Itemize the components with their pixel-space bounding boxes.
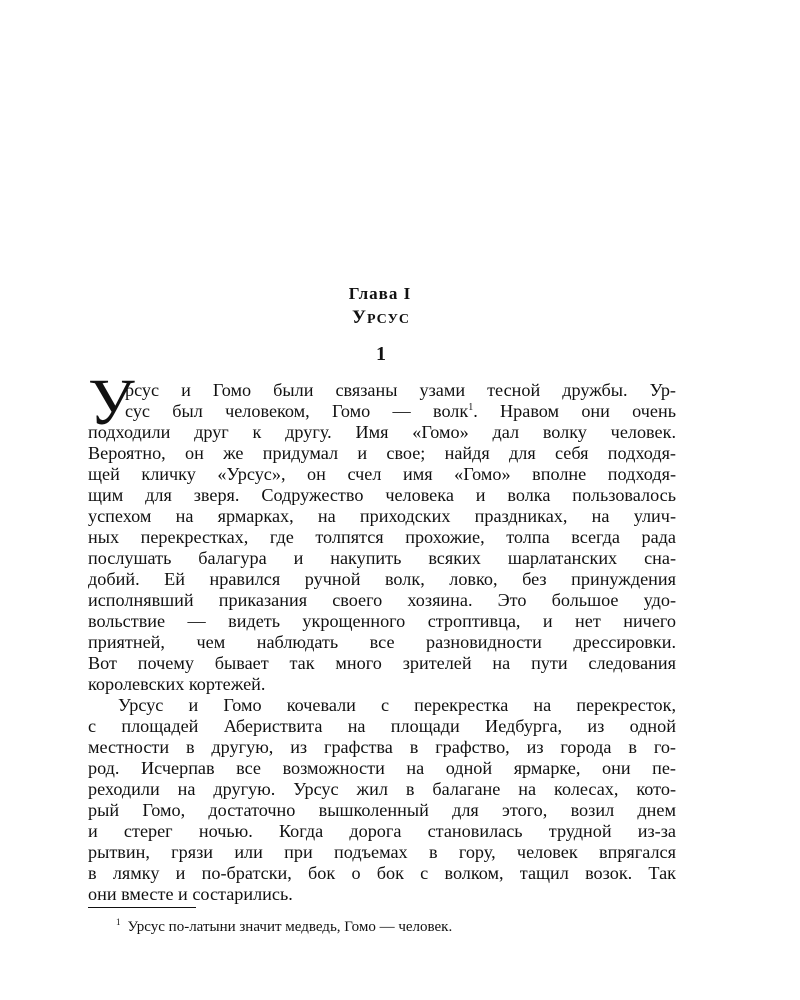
footnote-mark: 1 [116, 917, 121, 927]
chapter-title [0, 307, 762, 329]
drop-cap: У [88, 366, 135, 439]
body-line: исполнявший приказания своего хозяина. Это большое удо- [88, 590, 676, 610]
body-line: щим для зверя. Содружество человека и волка пользовалось [88, 485, 676, 505]
body-line: в лямку и по-братски, бок о бок с волком, тащил возок. Так [88, 863, 676, 883]
section-number: 1 [376, 343, 386, 365]
footnote [116, 912, 452, 937]
body-line: королевских кортежей. [88, 674, 266, 694]
chapter-title-rest: РСУС [366, 312, 410, 327]
body-line [125, 401, 676, 422]
body-line: приятней, чем наблюдать все разновидности дрессировки. [88, 632, 676, 652]
chapter-title-initial: У [352, 307, 367, 328]
body-line: послушать балагура и накупить всяких шарлатанских сна- [88, 548, 676, 568]
footnote-rule [88, 907, 196, 908]
body-line: рсус и Гомо были связаны узами тесной дружбы. Ур- [125, 380, 676, 400]
body-line: подходили друг к другу. Имя «Гомо» дал волку человек. [88, 422, 676, 442]
body-line: они вместе и состарились. [88, 884, 293, 904]
body-line: местности в другую, из графства в графство, из города в го- [88, 737, 676, 757]
body-line: рытвин, грязи или при подъемах в гору, человек впрягался [88, 842, 676, 862]
body-line: Урсус и Гомо кочевали с перекрестка на перекресток, [118, 695, 676, 715]
footnote-reference: 1 [468, 401, 474, 413]
body-line: род. Исчерпав все возможности на одной ярмарке, они пе- [88, 758, 676, 778]
footnote-text: Урсус по-латыни значит медведь, Гомо — человек. [127, 919, 453, 935]
body-line: с площадей Абериствита на площади Иедбурга, из одной [88, 716, 676, 736]
body-line: вольствие — видеть укрощенного строптивца, и нет ничего [88, 611, 676, 631]
body-line: реходили на другую. Урсус жил в балагане на колесах, кото- [88, 779, 676, 799]
body-line: рый Гомо, достаточно вышколенный для этого, возил днем [88, 800, 676, 820]
body-line: добий. Ей нравился ручной волк, ловко, без принуждения [88, 569, 676, 589]
chapter-label: Глава I [348, 284, 412, 303]
body-line-text: сус был человеком, Гомо — волк [125, 401, 469, 421]
body-line: Вероятно, он же придумал и свое; найдя для себя подходя- [88, 443, 676, 463]
body-line: ных перекрестках, где толпятся прохожие, толпа всегда рада [88, 527, 676, 547]
body-line: успехом на ярмарках, на приходских праздниках, на улич- [88, 506, 676, 526]
body-line: щей кличку «Урсус», он счел имя «Гомо» вполне подходя- [88, 464, 676, 484]
body-line-text: . Нравом они очень [473, 401, 677, 421]
body-line: и стерег ночью. Когда дорога становилась трудной из-за [88, 821, 676, 841]
body-line: Вот почему бывает так много зрителей на пути следования [88, 653, 676, 673]
